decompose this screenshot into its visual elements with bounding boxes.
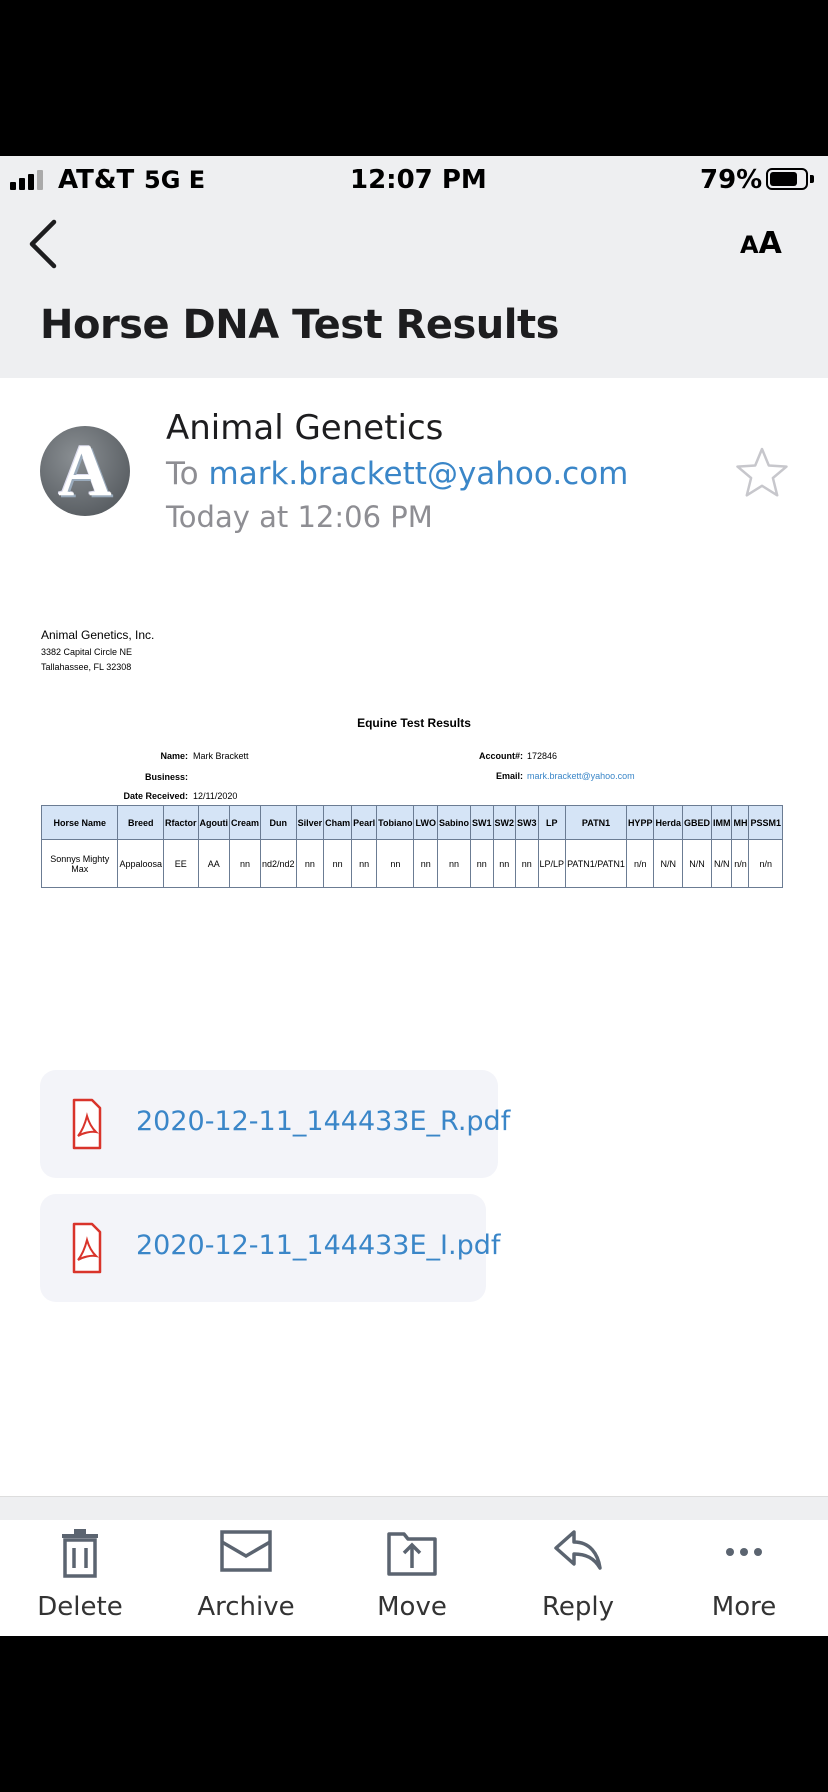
pdf-icon bbox=[72, 1098, 102, 1150]
table-cell: nn bbox=[437, 840, 470, 888]
archive-icon bbox=[219, 1528, 273, 1574]
top-letterbox bbox=[0, 0, 828, 156]
table-cell: nn bbox=[493, 840, 516, 888]
table-row bbox=[42, 840, 783, 888]
date-received-value: 12/11/2020 bbox=[193, 791, 238, 801]
table-cell: nd2/nd2 bbox=[261, 840, 297, 888]
pdf-icon bbox=[72, 1222, 102, 1274]
column-header: Breed bbox=[118, 806, 164, 840]
column-header: Agouti bbox=[198, 806, 230, 840]
column-header: Silver bbox=[296, 806, 324, 840]
table-cell: nn bbox=[377, 840, 414, 888]
network-type: 5G E bbox=[144, 166, 206, 194]
more-button[interactable] bbox=[684, 1520, 804, 1636]
table-cell: N/N bbox=[682, 840, 711, 888]
column-header: Cham bbox=[324, 806, 352, 840]
table-cell: nn bbox=[352, 840, 377, 888]
column-header: PSSM1 bbox=[749, 806, 783, 840]
address-line-1: 3382 Capital Circle NE bbox=[41, 647, 133, 657]
account-value: 172846 bbox=[527, 751, 558, 761]
table-cell: N/N bbox=[654, 840, 683, 888]
column-header: Sabino bbox=[437, 806, 470, 840]
table-cell: nn bbox=[230, 840, 261, 888]
table-cell: n/n bbox=[749, 840, 783, 888]
table-cell: Sonnys Mighty Max bbox=[42, 840, 118, 888]
move-label: Move bbox=[377, 1592, 447, 1622]
table-cell: nn bbox=[414, 840, 438, 888]
sender-name[interactable]: Animal Genetics bbox=[166, 408, 444, 448]
avatar-letter: A bbox=[58, 430, 112, 512]
move-button[interactable] bbox=[352, 1520, 472, 1636]
email-value[interactable]: mark.brackett@yahoo.com bbox=[527, 771, 635, 781]
table-cell: PATN1/PATN1 bbox=[566, 840, 627, 888]
address-line-2: Tallahassee, FL 32308 bbox=[41, 662, 132, 672]
star-icon[interactable] bbox=[734, 446, 790, 500]
avatar[interactable] bbox=[40, 426, 130, 516]
table-cell: nn bbox=[324, 840, 352, 888]
clock: 12:07 PM bbox=[350, 165, 487, 195]
text-size-icon[interactable]: AA bbox=[740, 226, 782, 261]
table-cell: AA bbox=[198, 840, 230, 888]
column-header: LWO bbox=[414, 806, 438, 840]
more-label: More bbox=[711, 1592, 777, 1622]
attachment-filename: 2020-12-11_144433E_R.pdf bbox=[136, 1106, 511, 1137]
table-cell: N/N bbox=[711, 840, 732, 888]
email-label: Email: bbox=[495, 771, 523, 781]
more-dots-icon bbox=[722, 1528, 766, 1568]
table-cell: LP/LP bbox=[538, 840, 566, 888]
column-header: Herda bbox=[654, 806, 683, 840]
table-cell: nn bbox=[296, 840, 324, 888]
column-header: IMM bbox=[711, 806, 732, 840]
table-body bbox=[42, 840, 783, 888]
action-toolbar bbox=[0, 1520, 828, 1636]
battery-icon bbox=[766, 168, 808, 190]
name-label: Name: bbox=[160, 751, 188, 761]
recipient-address[interactable]: mark.brackett@yahoo.com bbox=[208, 456, 629, 492]
name-value: Mark Brackett bbox=[193, 751, 249, 761]
column-header: Pearl bbox=[352, 806, 377, 840]
date-received-label: Date Received: bbox=[123, 791, 188, 801]
column-header: SW1 bbox=[471, 806, 494, 840]
table-cell: EE bbox=[164, 840, 199, 888]
battery-percent: 79% bbox=[700, 165, 763, 195]
attachment-i[interactable] bbox=[40, 1194, 501, 1302]
column-header: PATN1 bbox=[566, 806, 627, 840]
column-header: Tobiano bbox=[377, 806, 414, 840]
table-cell: Appaloosa bbox=[118, 840, 164, 888]
to-prefix: To bbox=[166, 456, 199, 492]
recipient-line bbox=[166, 456, 628, 492]
carrier-name: AT&T bbox=[58, 165, 135, 195]
signal-icon bbox=[10, 168, 50, 190]
battery-nub bbox=[810, 175, 814, 183]
battery-level bbox=[770, 172, 797, 186]
reply-icon bbox=[552, 1528, 604, 1572]
column-header: GBED bbox=[682, 806, 711, 840]
attachment-r[interactable] bbox=[40, 1070, 511, 1178]
bottom-letterbox bbox=[0, 1636, 828, 1792]
status-bar bbox=[0, 156, 828, 206]
column-header: Rfactor bbox=[164, 806, 199, 840]
column-header: HYPP bbox=[626, 806, 654, 840]
attachment-filename: 2020-12-11_144433E_I.pdf bbox=[136, 1230, 501, 1261]
company-name: Animal Genetics, Inc. bbox=[41, 628, 155, 642]
move-folder-icon bbox=[386, 1528, 438, 1578]
email-date: Today at 12:06 PM bbox=[166, 500, 433, 534]
archive-button[interactable] bbox=[186, 1520, 306, 1636]
archive-label: Archive bbox=[197, 1592, 295, 1622]
table-cell: n/n bbox=[626, 840, 654, 888]
column-header: Horse Name bbox=[42, 806, 118, 840]
column-header: SW2 bbox=[493, 806, 516, 840]
account-label: Account#: bbox=[478, 751, 523, 761]
results-table bbox=[41, 805, 783, 888]
table-header-row bbox=[42, 806, 783, 840]
toolbar-separator bbox=[0, 1496, 828, 1520]
header-area bbox=[0, 156, 828, 378]
column-header: Dun bbox=[261, 806, 297, 840]
reply-label: Reply bbox=[541, 1592, 614, 1622]
email-subject: Horse DNA Test Results bbox=[40, 302, 559, 348]
table-cell: n/n bbox=[732, 840, 749, 888]
business-label: Business: bbox=[144, 772, 188, 782]
reply-button[interactable] bbox=[518, 1520, 638, 1636]
delete-label: Delete bbox=[37, 1592, 123, 1622]
table-cell: nn bbox=[516, 840, 539, 888]
document-title: Equine Test Results bbox=[357, 716, 471, 730]
column-header: SW3 bbox=[516, 806, 539, 840]
mail-screen bbox=[0, 156, 828, 1636]
delete-button[interactable] bbox=[20, 1520, 140, 1636]
trash-icon bbox=[58, 1528, 102, 1580]
column-header: MH bbox=[732, 806, 749, 840]
column-header: Cream bbox=[230, 806, 261, 840]
column-header: LP bbox=[538, 806, 566, 840]
chevron-left-icon[interactable] bbox=[24, 216, 64, 272]
table-cell: nn bbox=[471, 840, 494, 888]
